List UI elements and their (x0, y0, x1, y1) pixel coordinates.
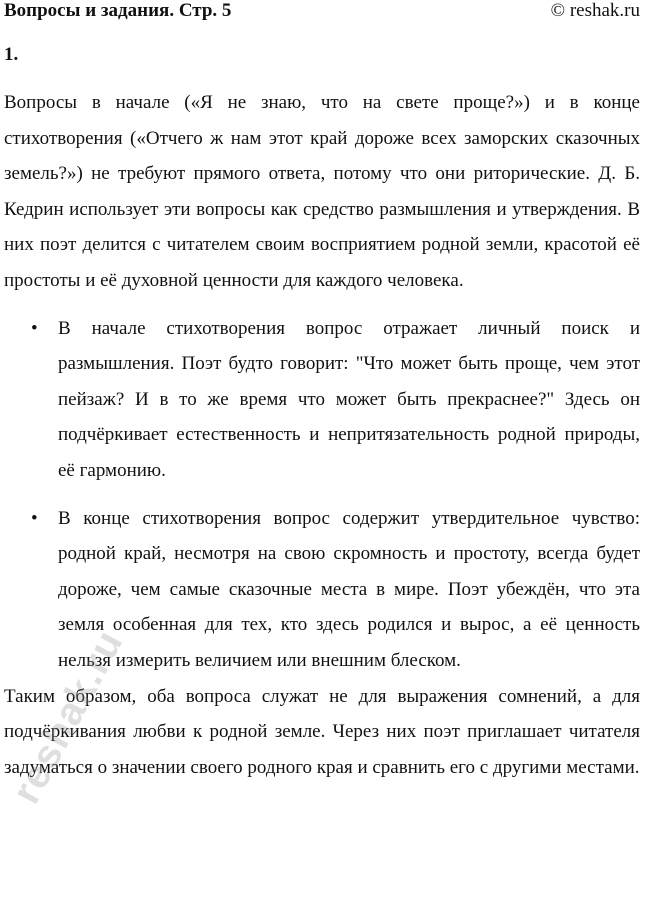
list-item-text: В конце стихотворения вопрос содержит утвердительное чувство: родной край, несмотря на свою скромность и простоту, всегда будет дороже, чем самые сказочные места в мире. Поэт убеждён, что эта земля особенная для тех, кто здесь родился и вырос, а её ценность нельзя измерить величием или внешним блеском. (58, 507, 640, 671)
list-item (4, 311, 640, 489)
page-title: Вопросы и задания. Стр. 5 (4, 0, 232, 21)
bullet-list (4, 311, 640, 679)
task-number: 1. (4, 44, 19, 65)
bullet-icon: • (31, 507, 38, 529)
answer-content (4, 85, 640, 785)
list-item (4, 501, 640, 679)
page-header (0, 0, 646, 24)
watermark: reshak.ru (4, 623, 132, 811)
list-item-text: В начале стихотворения вопрос отражает личный поиск и размышления. Поэт будто говорит: "Что может быть проще, чем этот пейзаж? И в то же время что может быть прекраснее?" Здесь он подчёркивает естественность и непритязательность родной природы, её гармонию. (58, 317, 640, 481)
conclusion-paragraph: Таким образом, оба вопроса служат не для выражения сомнений, а для подчёркивания любви к родной земле. Через них поэт приглашает читателя задуматься о значении своего родного края и сравнить его с другими местами. (4, 685, 640, 778)
site-copyright[interactable]: © reshak.ru (550, 0, 640, 21)
intro-paragraph: Вопросы в начале («Я не знаю, что на свете проще?») и в конце стихотворения («Отчего ж нам этот край дороже всех заморских сказочных земель?») не требуют прямого ответа, потому что они риторические. Д. Б. Кедрин использует эти вопросы как средство размышления и утверждения. В них поэт делится с читателем своим восприятием родной земли, красотой её простоты и её духовной ценности для каждого человека. (4, 92, 640, 291)
bullet-icon: • (31, 317, 38, 339)
